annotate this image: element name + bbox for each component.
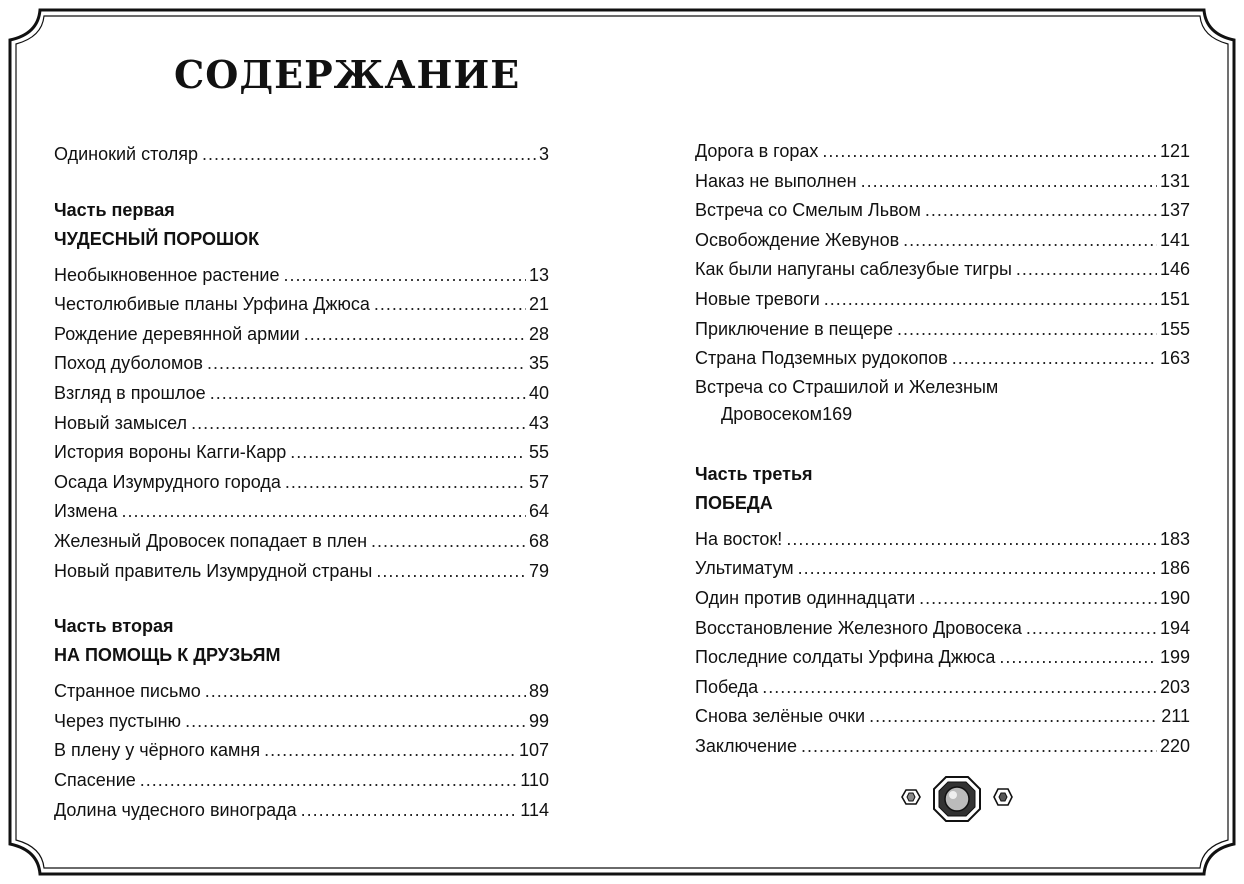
toc-entry-page: 146 [1159, 259, 1190, 280]
toc-entry-title: История вороны Кагги-Карр [54, 442, 287, 463]
toc-entry-page: 107 [518, 740, 549, 761]
dot-leader [786, 525, 1157, 555]
toc-entry-title: Через пустыню [54, 710, 182, 731]
toc-entry-two-line [695, 374, 1190, 428]
toc-entry-page: 155 [1159, 318, 1190, 339]
toc-entry [695, 584, 1190, 614]
toc-entry-title: Освобождение Жевунов [695, 229, 900, 250]
toc-entry-page: 190 [1159, 587, 1190, 608]
dot-leader [897, 315, 1157, 345]
toc-entry-title: Долина чудесного винограда [54, 799, 297, 820]
toc-entry-title: Новый правитель Изумрудной страны [54, 560, 373, 581]
toc-entry-title: Ультиматум [695, 558, 794, 579]
toc-entry-page: 163 [1159, 348, 1190, 369]
toc-entry [695, 315, 1190, 345]
toc-entry [695, 226, 1190, 256]
dot-leader [122, 497, 526, 527]
part-two-title: НА ПОМОЩЬ К ДРУЗЬЯМ [54, 645, 281, 666]
toc-entry [54, 379, 549, 409]
toc-entry-title: Страна Подземных рудокопов [695, 348, 948, 369]
part-three-title: ПОБЕДА [695, 492, 773, 513]
dot-leader [207, 349, 526, 379]
dot-leader [191, 409, 526, 439]
toc-entry-page: 55 [528, 442, 549, 463]
toc-entry-line2 [695, 401, 1190, 428]
toc-entry-page: 68 [528, 530, 549, 551]
toc-entry [54, 677, 549, 707]
toc-entry-title: Странное письмо [54, 681, 201, 702]
dot-leader [374, 290, 526, 320]
toc-entry-title: Приключение в пещере [695, 318, 894, 339]
toc-entry-page: 137 [1159, 200, 1190, 221]
part-two-chapters-right [695, 137, 1190, 428]
toc-entry-page: 64 [528, 501, 549, 522]
toc-entry-title: Взгляд в прошлое [54, 382, 206, 403]
dot-leader [822, 137, 1157, 167]
toc-entry [695, 255, 1190, 285]
dot-leader [903, 226, 1157, 256]
part-one-chapters [54, 261, 549, 587]
part-one-label: Часть первая [54, 199, 175, 220]
toc-entry-title: Новые тревоги [695, 288, 820, 309]
toc-entry-page: 141 [1159, 229, 1190, 250]
toc-entry-title: Одинокий столяр [54, 144, 199, 164]
dot-leader [283, 261, 526, 291]
toc-entry-page: 183 [1159, 528, 1190, 549]
toc-entry [695, 525, 1190, 555]
toc-entry-page: 13 [528, 264, 549, 285]
toc-entry-title: Железный Дровосек попадает в плен [54, 530, 368, 551]
dot-leader [919, 584, 1157, 614]
dot-leader [798, 554, 1157, 584]
toc-entry-page: 121 [1159, 141, 1190, 161]
toc-entry-title: Дорога в горах [695, 141, 819, 161]
toc-entry [695, 285, 1190, 315]
toc-entry [54, 527, 549, 557]
toc-entry-page: 186 [1159, 558, 1190, 579]
toc-entry-page: 114 [520, 799, 549, 820]
toc-entry [695, 614, 1190, 644]
part-three-label: Часть третья [695, 463, 813, 484]
toc-entry [695, 702, 1190, 732]
dot-leader [801, 732, 1157, 762]
toc-entry [54, 707, 549, 737]
toc-entry-title: Рождение деревянной армии [54, 323, 300, 344]
toc-entry-page: 199 [1159, 647, 1190, 668]
toc-entry [695, 732, 1190, 762]
toc-entry-title: Измена [54, 501, 118, 522]
toc-entry [54, 261, 549, 291]
gem-ornament-icon [898, 774, 1018, 824]
dot-leader [925, 196, 1157, 226]
toc-entry-page: 79 [528, 560, 549, 581]
toc-entry [695, 673, 1190, 703]
part-three-chapters [695, 525, 1190, 762]
toc-entry [54, 766, 549, 796]
toc-entry-title: Новый замысел [54, 412, 188, 433]
toc-entry-title: Один против одиннадцати [695, 587, 916, 608]
toc-entry-title: Наказ не выполнен [695, 170, 857, 191]
large-gem-center-icon [934, 777, 980, 821]
toc-entry-page: 35 [528, 353, 549, 374]
toc-entry [54, 497, 549, 527]
toc-entry-page: 169 [822, 403, 853, 424]
toc-entry-page: 203 [1159, 676, 1190, 697]
toc-entry [54, 409, 549, 439]
toc-entry-title: Победа [695, 676, 759, 697]
part-two-label: Часть вторая [54, 616, 174, 637]
toc-entry [54, 796, 549, 826]
toc-entry-page: 89 [528, 681, 549, 702]
toc-entry-page: 211 [1161, 706, 1190, 727]
toc-entry-title: Восстановление Железного Дровосека [695, 617, 1022, 638]
toc-entry [695, 137, 1190, 167]
toc-entry-title: Снова зелёные очки [695, 706, 866, 727]
toc-entry-page: 21 [528, 294, 549, 315]
dot-leader [1016, 255, 1157, 285]
toc-entry [695, 167, 1190, 197]
toc-entry-page: 3 [538, 144, 549, 164]
toc-entry-title: Как были напуганы саблезубые тигры [695, 259, 1012, 280]
toc-entry-title: Поход дуболомов [54, 353, 203, 374]
toc-entry-page: 28 [528, 323, 549, 344]
toc-entry [54, 557, 549, 587]
toc-entry-title: Встреча со Смелым Львом [695, 200, 921, 221]
toc-entry [54, 438, 549, 468]
toc-entry-title: Необыкновенное растение [54, 264, 280, 285]
toc-entry-title-line2: Дровосеком [721, 403, 823, 424]
dot-leader [371, 527, 526, 557]
dot-leader [1026, 614, 1157, 644]
toc-entry-intro [54, 140, 549, 170]
toc-entry [54, 736, 549, 766]
dot-leader [304, 320, 526, 350]
toc-left-column [54, 140, 549, 825]
toc-entry [695, 344, 1190, 374]
dot-leader [301, 796, 518, 826]
dot-leader [285, 468, 526, 498]
dot-leader [210, 379, 526, 409]
toc-entry [54, 320, 549, 350]
dot-leader [376, 557, 526, 587]
dot-leader [264, 736, 516, 766]
toc-entry-title: Заключение [695, 735, 797, 756]
toc-entry [695, 643, 1190, 673]
toc-entry [54, 468, 549, 498]
toc-entry-page: 57 [528, 471, 549, 492]
toc-entry [695, 554, 1190, 584]
page-title: СОДЕРЖАНИЕ [174, 52, 521, 97]
toc-entry-page: 194 [1159, 617, 1190, 638]
toc-entry [695, 196, 1190, 226]
toc-entry-page: 99 [528, 710, 549, 731]
toc-entry-page: 220 [1159, 735, 1190, 756]
toc-entry [54, 349, 549, 379]
toc-right-column [695, 137, 1190, 762]
toc-entry [54, 290, 549, 320]
small-gem-right-icon [994, 789, 1012, 805]
toc-entry-title: На восток! [695, 528, 783, 549]
dot-leader [185, 707, 526, 737]
dot-leader [824, 285, 1157, 315]
toc-entry-title: В плену у чёрного камня [54, 740, 261, 761]
dot-leader [140, 766, 518, 796]
toc-entry-title: Честолюбивые планы Урфина Джюса [54, 294, 370, 315]
toc-entry-title: Спасение [54, 769, 136, 790]
dot-leader [205, 677, 526, 707]
dot-leader [762, 673, 1157, 703]
part-one-title: ЧУДЕСНЫЙ ПОРОШОК [54, 228, 260, 249]
dot-leader [290, 438, 526, 468]
toc-entry-page: 131 [1159, 170, 1190, 191]
dot-leader [952, 344, 1157, 374]
small-gem-left-icon [902, 790, 920, 804]
toc-entry-title-line1: Встреча со Страшилой и Железным [695, 376, 999, 397]
toc-entry-page: 151 [1159, 288, 1190, 309]
dot-leader [869, 702, 1158, 732]
toc-entry-title: Осада Изумрудного города [54, 471, 281, 492]
toc-entry-page: 40 [528, 382, 549, 403]
part-two-chapters-left [54, 677, 549, 825]
toc-entry-page: 43 [528, 412, 549, 433]
dot-leader [861, 167, 1157, 197]
toc-entry-page: 110 [520, 769, 549, 790]
dot-leader [999, 643, 1157, 673]
toc-entry-title: Последние солдаты Урфина Джюса [695, 647, 996, 668]
dot-leader [202, 140, 536, 170]
